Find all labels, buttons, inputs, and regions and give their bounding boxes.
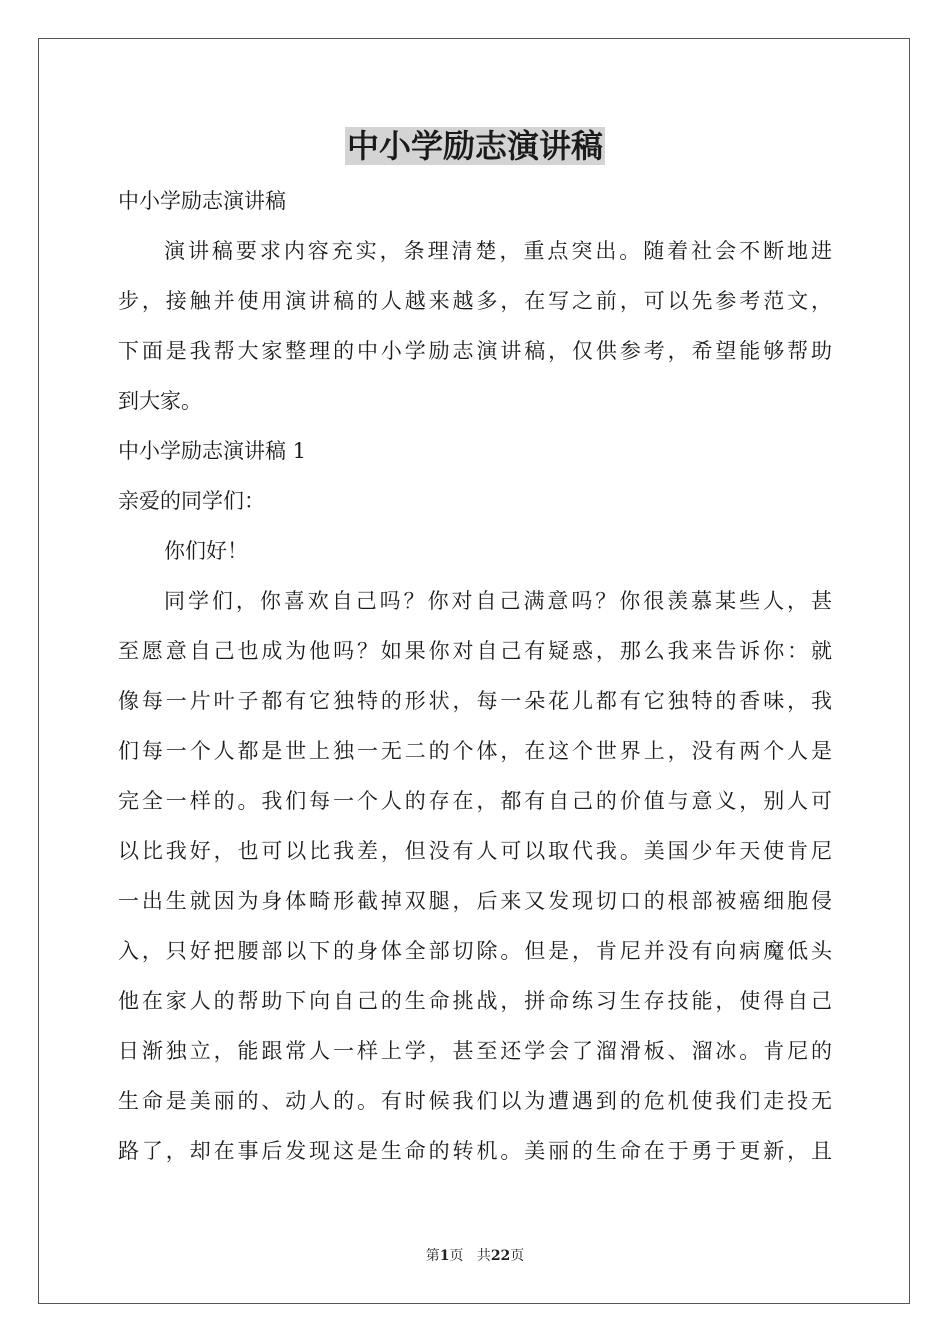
body-line: 他在家人的帮助下向自己的生命挑战，拼命练习生存技能，使得自己 [118, 989, 832, 1013]
body-line: 同学们，你喜欢自己吗？你对自己满意吗？你很羡慕某些人，甚 [164, 589, 832, 613]
footer-page-suffix: 页 [449, 1248, 464, 1264]
footer-prefix: 第 [425, 1248, 440, 1264]
body-line: 至愿意自己也成为他吗？如果你对自己有疑惑，那么我来告诉你：就 [118, 639, 832, 663]
body-line: 路了，却在事后发现这是生命的转机。美丽的生命在于勇于更新，且 [118, 1139, 832, 1163]
page-footer [0, 1246, 950, 1266]
intro-line-4: 到大家。 [118, 389, 202, 413]
body-line: 完全一样的。我们每一个人的存在，都有自己的价值与意义，别人可 [118, 789, 832, 813]
body-line: 生命是美丽的、动人的。有时候我们以为遭遇到的危机使我们走投无 [118, 1089, 832, 1113]
document-title [0, 122, 950, 170]
greeting-line: 你们好！ [164, 539, 248, 563]
footer-page-number: 1 [439, 1248, 450, 1264]
body-line: 入，只好把腰部以下的身体全部切除。但是，肯尼并没有向病魔低头 [118, 939, 832, 963]
footer-total-suffix: 页 [510, 1248, 525, 1264]
intro-line-3: 下面是我帮大家整理的中小学励志演讲稿，仅供参考，希望能够帮助 [118, 339, 832, 363]
body-line: 们每一个人都是世上独一无二的个体，在这个世界上，没有两个人是 [118, 739, 832, 763]
intro-line-1: 演讲稿要求内容充实，条理清楚，重点突出。随着社会不断地进 [164, 239, 832, 263]
footer-total-prefix: 共 [476, 1248, 491, 1264]
subtitle-line: 中小学励志演讲稿 [118, 189, 286, 213]
body-line: 像每一片叶子都有它独特的形状，每一朵花儿都有它独特的香味，我 [118, 689, 832, 713]
footer-total-pages: 22 [490, 1248, 511, 1264]
salutation-line: 亲爱的同学们： [118, 489, 265, 513]
intro-line-2: 步，接触并使用演讲稿的人越来越多，在写之前，可以先参考范文， [118, 289, 832, 313]
body-line: 日渐独立，能跟常人一样上学，甚至还学会了溜滑板、溜冰。肯尼的 [118, 1039, 832, 1063]
section-heading: 中小学励志演讲稿 1 [118, 439, 307, 463]
document-title-text: 中小学励志演讲稿 [346, 127, 603, 165]
body-line: 一出生就因为身体畸形截掉双腿，后来又发现切口的根部被癌细胞侵 [118, 889, 832, 913]
body-line: 以比我好，也可以比我差，但没有人可以取代我。美国少年天使肯尼 [118, 839, 832, 863]
document-body [118, 176, 832, 1176]
